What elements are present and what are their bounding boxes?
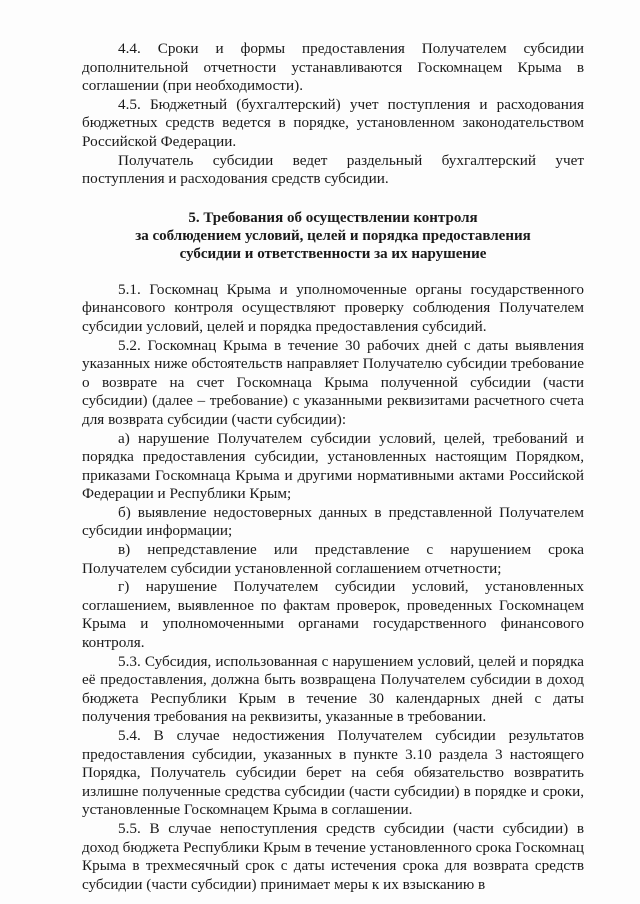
section-5-heading-line-1: 5. Требования об осуществлении контроля <box>188 209 478 226</box>
paragraph-4-4: 4.4. Сроки и формы предоставления Получателем субсидии дополнительной отчетности устанавливаются Госкомнацем Крыма в соглашении (при необходимости). <box>82 40 584 95</box>
paragraph-4-5: 4.5. Бюджетный (бухгалтерский) учет поступления и расходования бюджетных средств ведется в порядке, установленном законодательством Российской Федерации. <box>82 95 584 150</box>
paragraph-5-2: 5.2. Госкомнац Крыма в течение 30 рабочих дней с даты выявления указанных ниже обстоятельств направляет Получателю субсидии требование о возврате на счет Госкомнаца Крыма полученной субсидии (части субсидии) (далее – требование) с указанными реквизитами расчетного счета для возврата субсидии (части субсидии): <box>82 336 584 428</box>
document-body <box>82 40 584 894</box>
section-5-heading-line-3: субсидии и ответственности за их нарушение <box>179 245 487 262</box>
section-5-heading <box>82 209 584 263</box>
paragraph-5-2-a: а) нарушение Получателем субсидии условий, целей, требований и порядка предоставления субсидии, установленных настоящим Порядком, приказами Госкомнаца Крыма и другими нормативными актами Российской Федерации и Республики Крым; <box>82 429 584 503</box>
paragraph-5-1: 5.1. Госкомнац Крыма и уполномоченные органы государственного финансового контроля осуществляют проверку соблюдения Получателем субсидии условий, целей и порядка предоставления субсидий. <box>82 280 584 335</box>
paragraph-5-2-b: б) выявление недостоверных данных в представленной Получателем субсидии информации; <box>82 503 584 540</box>
paragraph-5-2-g: г) нарушение Получателем субсидии условий, установленных соглашением, выявленное по фактам проверок, проведенных Госкомнацем Крыма и уполномоченными органами государственного финансового контроля. <box>82 578 584 652</box>
section-5-heading-line-2: за соблюдением условий, целей и порядка предоставления <box>135 227 531 244</box>
paragraph-5-5: 5.5. В случае непоступления средств субсидии (части субсидии) в доход бюджета Республики Крым в течение установленного срока Госкомнац Крыма в трехмесячный срок с даты истечения срока для возврата средств субсидии (части субсидии) принимает меры к их взысканию в <box>82 819 584 893</box>
paragraph-5-2-v: в) непредставление или представление с нарушением срока Получателем субсидии установленной соглашением отчетности; <box>82 541 584 577</box>
paragraph-5-3: 5.3. Субсидия, использованная с нарушением условий, целей и порядка её предоставления, должна быть возвращена Получателем субсидии в доход бюджета Республики Крым в течение 30 календарных дней с даты получения требования на реквизиты, указанные в требовании. <box>82 652 584 726</box>
paragraph-5-4: 5.4. В случае недостижения Получателем субсидии результатов предоставления субсидии, указанных в пункте 3.10 раздела 3 настоящего Порядка, Получатель субсидии берет на себя обязательство возвратить излишне полученные средства субсидии (части субсидии) в порядке и сроки, установленные Госкомнацем Крыма в соглашении. <box>82 727 584 819</box>
paragraph-separate-accounting: Получатель субсидии ведет раздельный бухгалтерский учет поступления и расходования средств субсидии. <box>82 151 584 188</box>
